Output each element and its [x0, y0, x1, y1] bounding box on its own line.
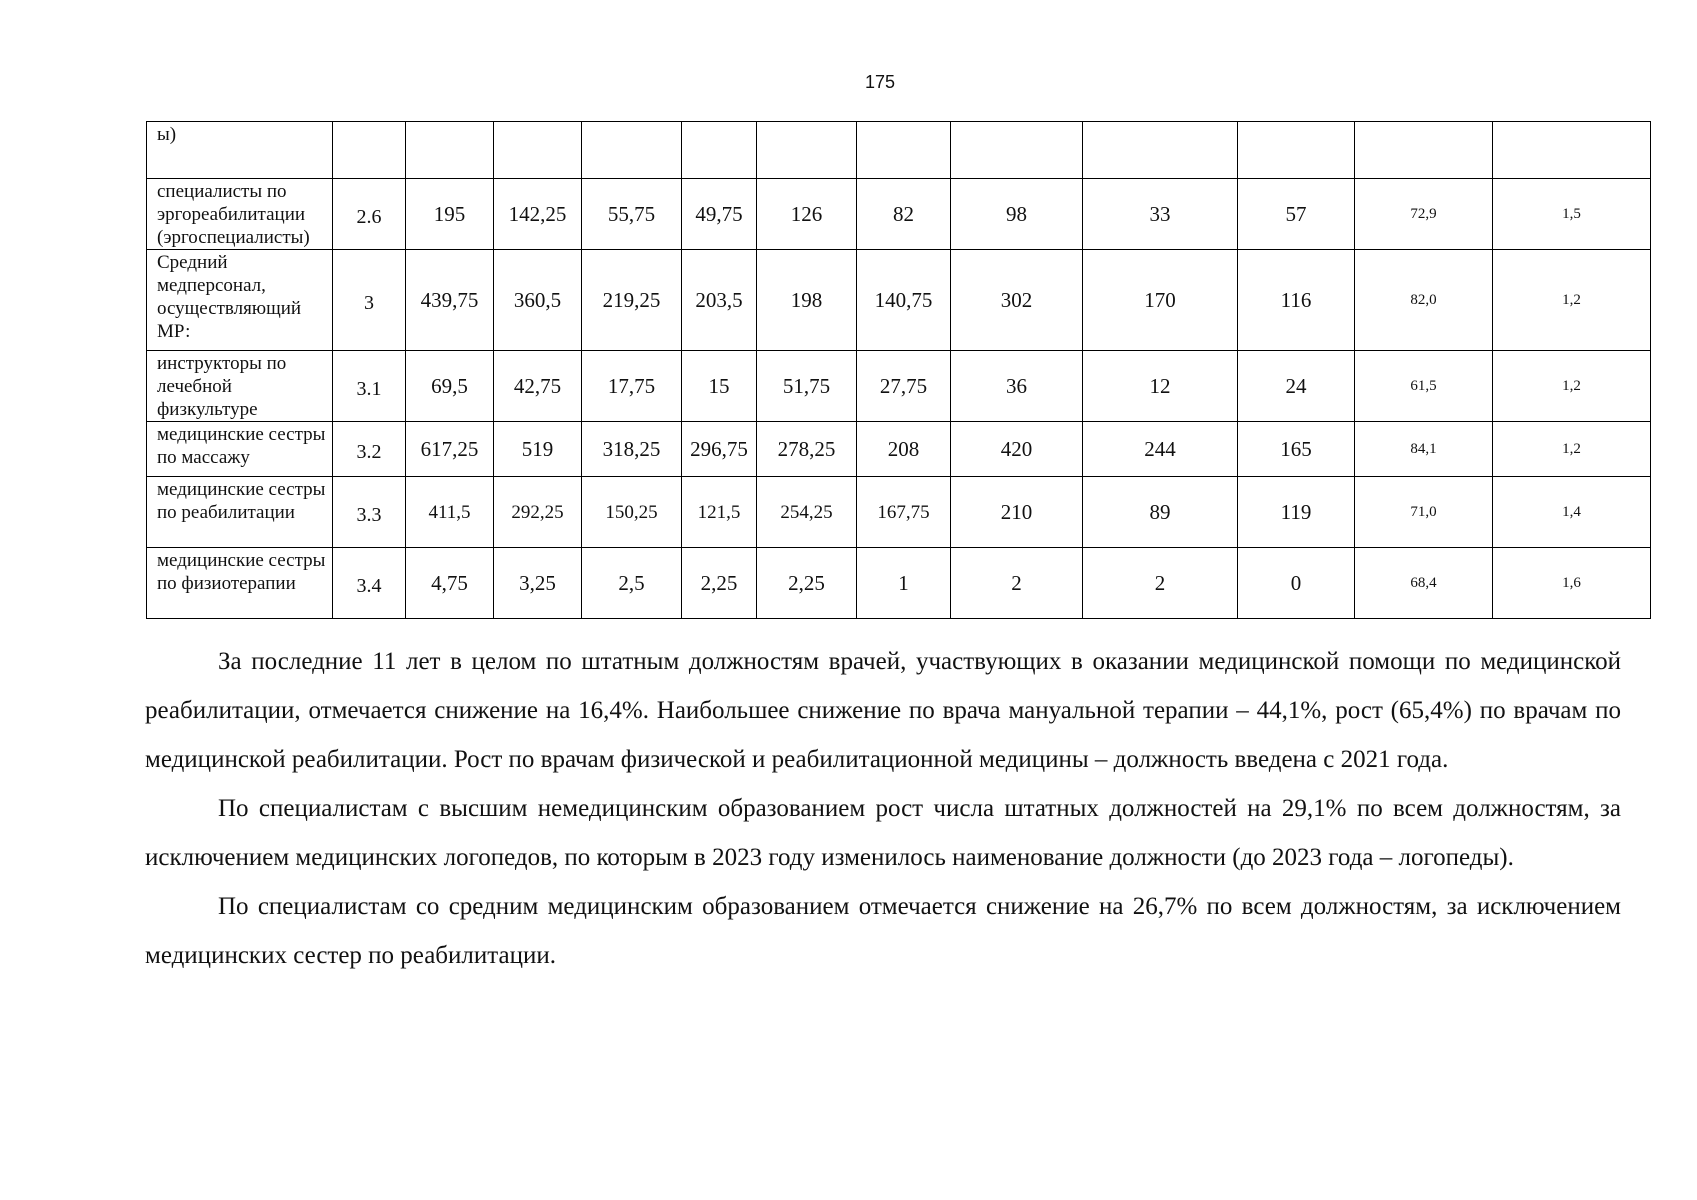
value-cell: 360,5	[494, 250, 582, 351]
value-cell: 195	[406, 179, 494, 250]
value-cell: 170	[1083, 250, 1238, 351]
value-cell: 33	[1083, 179, 1238, 250]
value-cell: 318,25	[582, 422, 682, 477]
value-cell: 36	[951, 351, 1083, 422]
value-cell: 2,25	[757, 548, 857, 619]
value-cell: 69,5	[406, 351, 494, 422]
ratio-cell: 1,4	[1493, 477, 1651, 548]
value-cell: 119	[1238, 477, 1355, 548]
ratio-cell: 1,2	[1493, 422, 1651, 477]
table-row	[147, 351, 1651, 422]
value-cell: 439,75	[406, 250, 494, 351]
ratio-cell: 1,2	[1493, 250, 1651, 351]
value-cell: 219,25	[582, 250, 682, 351]
value-cell: 244	[1083, 422, 1238, 477]
paragraph-2: По специалистам с высшим немедицинским образованием рост числа штатных должностей на 29,1% по всем должностям, за исключением медицинских логопедов, по которым в 2023 году изменилось наименование должности (до 2023 года – логопеды).	[145, 795, 1621, 871]
row-name: ы)	[147, 122, 333, 179]
value-cell	[406, 122, 494, 179]
ratio-cell	[1493, 122, 1651, 179]
ratio-cell: 1,6	[1493, 548, 1651, 619]
value-cell: 121,5	[682, 477, 757, 548]
row-code: 2.6	[333, 179, 406, 250]
table-row	[147, 548, 1651, 619]
value-cell: 27,75	[857, 351, 951, 422]
value-cell: 0	[1238, 548, 1355, 619]
paragraph-3: По специалистам со средним медицинским образованием отмечается снижение на 26,7% по всем должностям, за исключением медицинских сестер по реабилитации.	[145, 893, 1621, 969]
row-name: инструкторы по лечебной физкультуре	[147, 351, 333, 422]
row-code: 3.3	[333, 477, 406, 548]
row-code: 3	[333, 250, 406, 351]
row-code	[333, 122, 406, 179]
value-cell: 51,75	[757, 351, 857, 422]
row-name: Средний медперсонал, осуществляющий МР:	[147, 250, 333, 351]
value-cell	[682, 122, 757, 179]
value-cell: 49,75	[682, 179, 757, 250]
value-cell: 12	[1083, 351, 1238, 422]
value-cell: 2,5	[582, 548, 682, 619]
table-row	[147, 250, 1651, 351]
percent-cell: 71,0	[1355, 477, 1493, 548]
value-cell: 254,25	[757, 477, 857, 548]
value-cell: 411,5	[406, 477, 494, 548]
value-cell: 42,75	[494, 351, 582, 422]
value-cell: 2	[951, 548, 1083, 619]
value-cell	[857, 122, 951, 179]
value-cell: 140,75	[857, 250, 951, 351]
value-cell: 98	[951, 179, 1083, 250]
value-cell: 420	[951, 422, 1083, 477]
value-cell: 142,25	[494, 179, 582, 250]
value-cell	[582, 122, 682, 179]
value-cell: 3,25	[494, 548, 582, 619]
row-code: 3.1	[333, 351, 406, 422]
value-cell: 617,25	[406, 422, 494, 477]
value-cell: 198	[757, 250, 857, 351]
value-cell: 126	[757, 179, 857, 250]
paragraph-1: За последние 11 лет в целом по штатным должностям врачей, участвующих в оказании медицинской помощи по медицинской реабилитации, отмечается снижение на 16,4%. Наибольшее снижение по врача мануальной терапии – 44,1%, рост (65,4%) по врачам по медицинской реабилитации. Рост по врачам физической и реабилитационной медицины – должность введена с 2021 года.	[145, 648, 1621, 773]
value-cell: 292,25	[494, 477, 582, 548]
value-cell	[757, 122, 857, 179]
table-row	[147, 122, 1651, 179]
value-cell: 296,75	[682, 422, 757, 477]
value-cell: 302	[951, 250, 1083, 351]
value-cell: 82	[857, 179, 951, 250]
table-row	[147, 477, 1651, 548]
value-cell	[1238, 122, 1355, 179]
percent-cell: 68,4	[1355, 548, 1493, 619]
value-cell: 203,5	[682, 250, 757, 351]
value-cell: 165	[1238, 422, 1355, 477]
percent-cell: 61,5	[1355, 351, 1493, 422]
value-cell: 116	[1238, 250, 1355, 351]
value-cell	[951, 122, 1083, 179]
value-cell: 150,25	[582, 477, 682, 548]
percent-cell: 82,0	[1355, 250, 1493, 351]
percent-cell: 84,1	[1355, 422, 1493, 477]
value-cell: 278,25	[757, 422, 857, 477]
row-code: 3.4	[333, 548, 406, 619]
ratio-cell: 1,5	[1493, 179, 1651, 250]
row-name: медицинские сестры по массажу	[147, 422, 333, 477]
value-cell: 24	[1238, 351, 1355, 422]
table-row	[147, 422, 1651, 477]
value-cell: 1	[857, 548, 951, 619]
value-cell	[494, 122, 582, 179]
value-cell: 89	[1083, 477, 1238, 548]
value-cell	[1083, 122, 1238, 179]
percent-cell: 72,9	[1355, 179, 1493, 250]
value-cell: 167,75	[857, 477, 951, 548]
value-cell: 210	[951, 477, 1083, 548]
staffing-table	[146, 121, 1651, 619]
body-text	[145, 637, 1621, 980]
value-cell: 519	[494, 422, 582, 477]
value-cell: 2,25	[682, 548, 757, 619]
value-cell: 55,75	[582, 179, 682, 250]
row-name: специалисты по эргореабилитации (эргоспециалисты)	[147, 179, 333, 250]
value-cell: 57	[1238, 179, 1355, 250]
row-name: медицинские сестры по физиотерапии	[147, 548, 333, 619]
percent-cell	[1355, 122, 1493, 179]
value-cell: 17,75	[582, 351, 682, 422]
value-cell: 2	[1083, 548, 1238, 619]
ratio-cell: 1,2	[1493, 351, 1651, 422]
value-cell: 15	[682, 351, 757, 422]
row-code: 3.2	[333, 422, 406, 477]
value-cell: 208	[857, 422, 951, 477]
row-name: медицинские сестры по реабилитации	[147, 477, 333, 548]
page-number: 175	[864, 72, 896, 92]
value-cell: 4,75	[406, 548, 494, 619]
table-row	[147, 179, 1651, 250]
